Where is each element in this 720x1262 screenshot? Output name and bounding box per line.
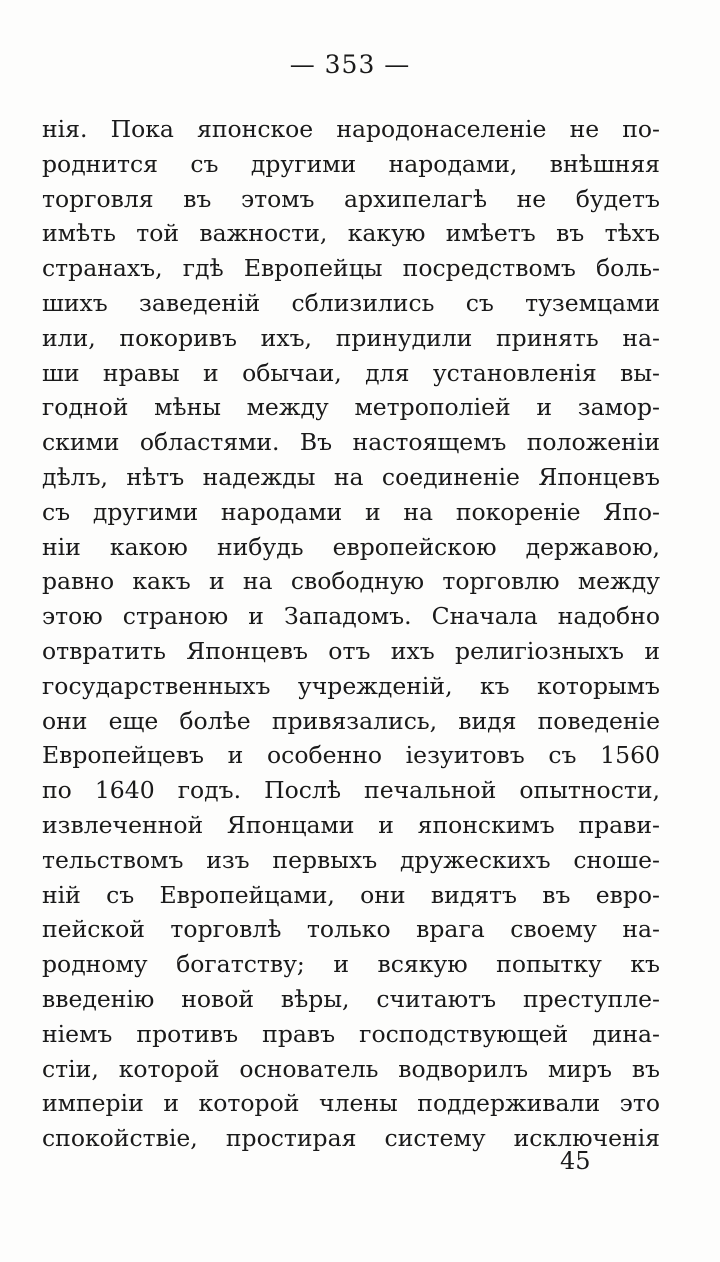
text-line: ніемъ противъ правъ господствующей дина- xyxy=(42,1019,660,1048)
text-line: равно какъ и на свободную торговлю между xyxy=(42,567,660,596)
text-line: имѣть той важности, какую имѣетъ въ тѣхъ xyxy=(42,219,660,248)
text-line: или, покоривъ ихъ, принудили принять на- xyxy=(42,323,660,352)
text-line: пейской торговлѣ только врага своему на- xyxy=(42,915,660,944)
text-line: торговля въ этомъ архипелагѣ не будетъ xyxy=(42,184,660,213)
text-line: ши нравы и обычаи, для установленія вы- xyxy=(42,358,660,387)
text-line: Европейцевъ и особенно іезуитовъ съ 1560 xyxy=(42,741,660,770)
text-line: спокойствіе, простирая систему исключенія xyxy=(42,1124,660,1153)
body-text xyxy=(42,112,660,1156)
text-line: по 1640 годъ. Послѣ печальной опытности, xyxy=(42,776,660,805)
text-line: скими областями. Въ настоящемъ положеніи xyxy=(42,428,660,457)
text-line: ній съ Европейцами, они видятъ въ евро- xyxy=(42,880,660,909)
text-line: государственныхъ учрежденій, къ которымъ xyxy=(42,671,660,700)
page-number: — 353 — xyxy=(289,50,411,79)
text-line: дѣлъ, нѣтъ надежды на соединеніе Японцевъ xyxy=(42,462,660,491)
text-line: ніи какою нибудь европейскою державою, xyxy=(42,532,660,561)
text-line: отвратить Японцевъ отъ ихъ религіозныхъ и xyxy=(42,636,660,665)
text-line: имперіи и которой члены поддерживали это xyxy=(42,1089,660,1118)
text-line: странахъ, гдѣ Европейцы посредствомъ боль- xyxy=(42,254,660,283)
text-line: родному богатству; и всякую попытку къ xyxy=(42,950,660,979)
text-line: этою страною и Западомъ. Сначала надобно xyxy=(42,602,660,631)
text-line: шихъ заведеній сблизились съ туземцами xyxy=(42,288,660,317)
text-line: введенію новой вѣры, считаютъ преступле- xyxy=(42,984,660,1013)
text-line: тельствомъ изъ первыхъ дружескихъ сноше- xyxy=(42,845,660,874)
text-line: они еще болѣе привязались, видя поведеніе xyxy=(42,706,660,735)
text-line: роднится съ другими народами, внѣшняя xyxy=(42,149,660,178)
text-line: стіи, которой основатель водворилъ миръ въ xyxy=(42,1054,660,1083)
text-line: годной мѣны между метрополіей и замор- xyxy=(42,393,660,422)
signature-mark: 45 xyxy=(560,1147,591,1175)
text-line: нія. Пока японское народонаселеніе не по- xyxy=(42,115,660,143)
text-line: съ другими народами и на покореніе Япо- xyxy=(42,497,660,526)
text-line: извлеченной Японцами и японскимъ прави- xyxy=(42,810,660,839)
